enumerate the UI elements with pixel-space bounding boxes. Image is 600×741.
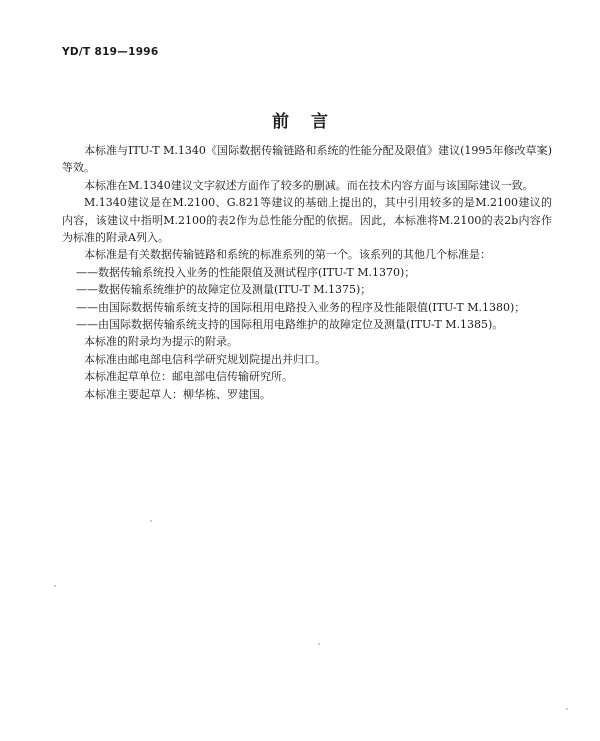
paragraph-appendix-note: 本标准的附录均为提示的附录。 bbox=[84, 335, 238, 349]
paragraph-deletions: 本标准在M.1340建议文字叙述方面作了较多的删减。而在技术内容方面与该国际建议一致。 bbox=[84, 178, 534, 192]
paragraph-equivalence: 本标准与ITU-T M.1340《国际数据传输链路和系统的性能分配及限值》建议(1995年修改草案)等效。 bbox=[62, 144, 552, 175]
standard-code: YD/T 819—1996 bbox=[62, 46, 159, 58]
paragraph-basis: M.1340建议是在M.2100、G.821等建议的基础上提出的，其中引用较多的是M.2100建议的内容，该建议中指明M.2100的表2作为总性能分配的依据。因此，本标准将M.2100的表2b内容作为标准的附录A列入。 bbox=[62, 196, 552, 245]
series-item-m1380: ——由国际数据传输系统支持的国际租用电路投入业务的程序及性能限值(ITU-T M.1380)； bbox=[76, 300, 526, 314]
paragraph-drafting-unit: 本标准起草单位：邮电部电信传输研究所。 bbox=[84, 370, 293, 384]
page-title: 前言 bbox=[272, 112, 350, 132]
series-item-m1385: ——由国际数据传输系统支持的国际租用电路维护的故障定位及测量(ITU-T M.1385)。 bbox=[76, 318, 504, 332]
series-item-m1370: ——数据传输系统投入业务的性能限值及测试程序(ITU-T M.1370)； bbox=[76, 265, 416, 279]
scan-speck bbox=[566, 708, 568, 710]
paragraph-drafters: 本标准主要起草人：柳华栋、罗建国。 bbox=[84, 387, 271, 401]
series-item-m1375: ——数据传输系统维护的故障定位及测量(ITU-T M.1375)； bbox=[76, 283, 372, 297]
paragraph-proposer: 本标准由邮电部电信科学研究规划院提出并归口。 bbox=[84, 352, 326, 366]
scan-speck bbox=[150, 520, 152, 522]
paragraph-series-intro: 本标准是有关数据传输链路和系统的标准系列的第一个。该系列的其他几个标准是： bbox=[84, 248, 491, 262]
foreword-body bbox=[62, 142, 552, 403]
scan-speck bbox=[54, 585, 56, 587]
scan-speck bbox=[318, 643, 320, 645]
